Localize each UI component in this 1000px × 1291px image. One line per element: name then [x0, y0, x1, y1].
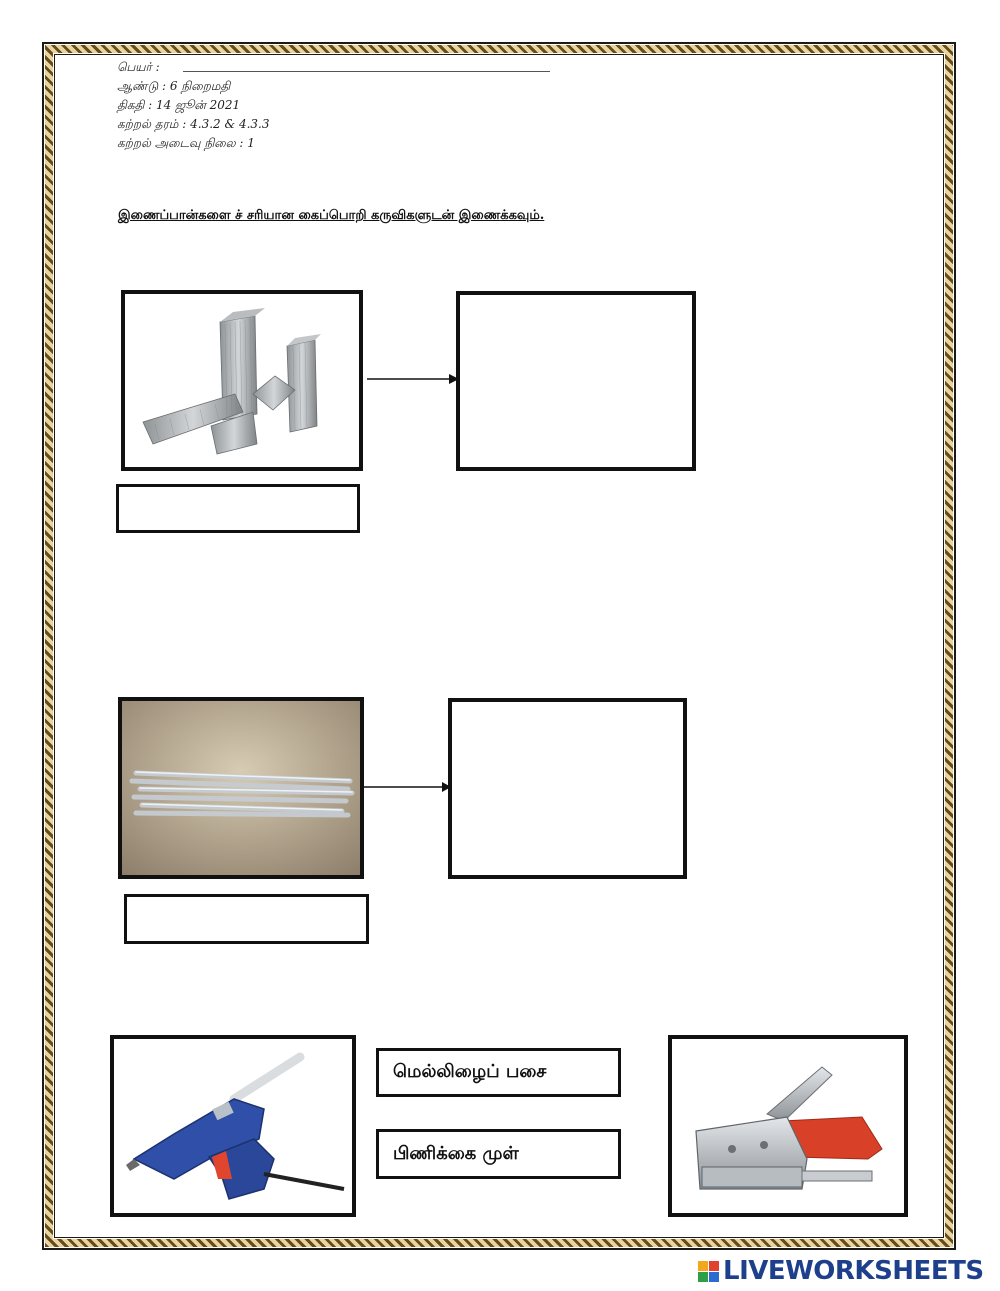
name-label: பெயர் : — [117, 60, 160, 74]
liveworksheets-logo — [698, 1255, 984, 1287]
option-label-glue-stick[interactable]: மெல்லிழைப் பசை — [376, 1048, 621, 1097]
glue-sticks-image — [118, 697, 364, 879]
arrow-2 — [360, 780, 452, 794]
label-box-1[interactable] — [116, 484, 360, 533]
liveworksheets-logo-icon — [698, 1261, 719, 1282]
achievement-level-label: கற்றல் அடைவு நிலை : 1 — [117, 136, 255, 150]
year-label: ஆண்டு : 6 நிறைமதி — [117, 79, 231, 93]
option-label-staple-pin[interactable]: பிணிக்கை முள் — [376, 1129, 621, 1179]
staple-gun-icon — [672, 1039, 904, 1213]
liveworksheets-text: LIVEWORKSHEETS — [723, 1256, 984, 1286]
staple-gun-image[interactable] — [668, 1035, 908, 1217]
instruction-text: இணைப்பான்களை ச் சரியான கைப்பொறி கருவிகளுடன் இணைக்கவும். — [118, 208, 545, 223]
learning-standard-label: கற்றல் தரம் : 4.3.2 & 4.3.3 — [117, 117, 270, 131]
name-input-line[interactable] — [183, 71, 550, 72]
label-box-2[interactable] — [124, 894, 369, 944]
date-label: திகதி : 14 ஜூன் 2021 — [117, 98, 241, 112]
staples-icon — [125, 294, 359, 467]
staples-image — [121, 290, 363, 471]
arrow-1 — [365, 372, 460, 386]
glue-gun-image[interactable] — [110, 1035, 356, 1217]
glue-sticks-icon — [122, 701, 360, 875]
answer-box-1[interactable] — [456, 291, 696, 471]
glue-gun-icon — [114, 1039, 352, 1213]
answer-box-2[interactable] — [448, 698, 687, 879]
